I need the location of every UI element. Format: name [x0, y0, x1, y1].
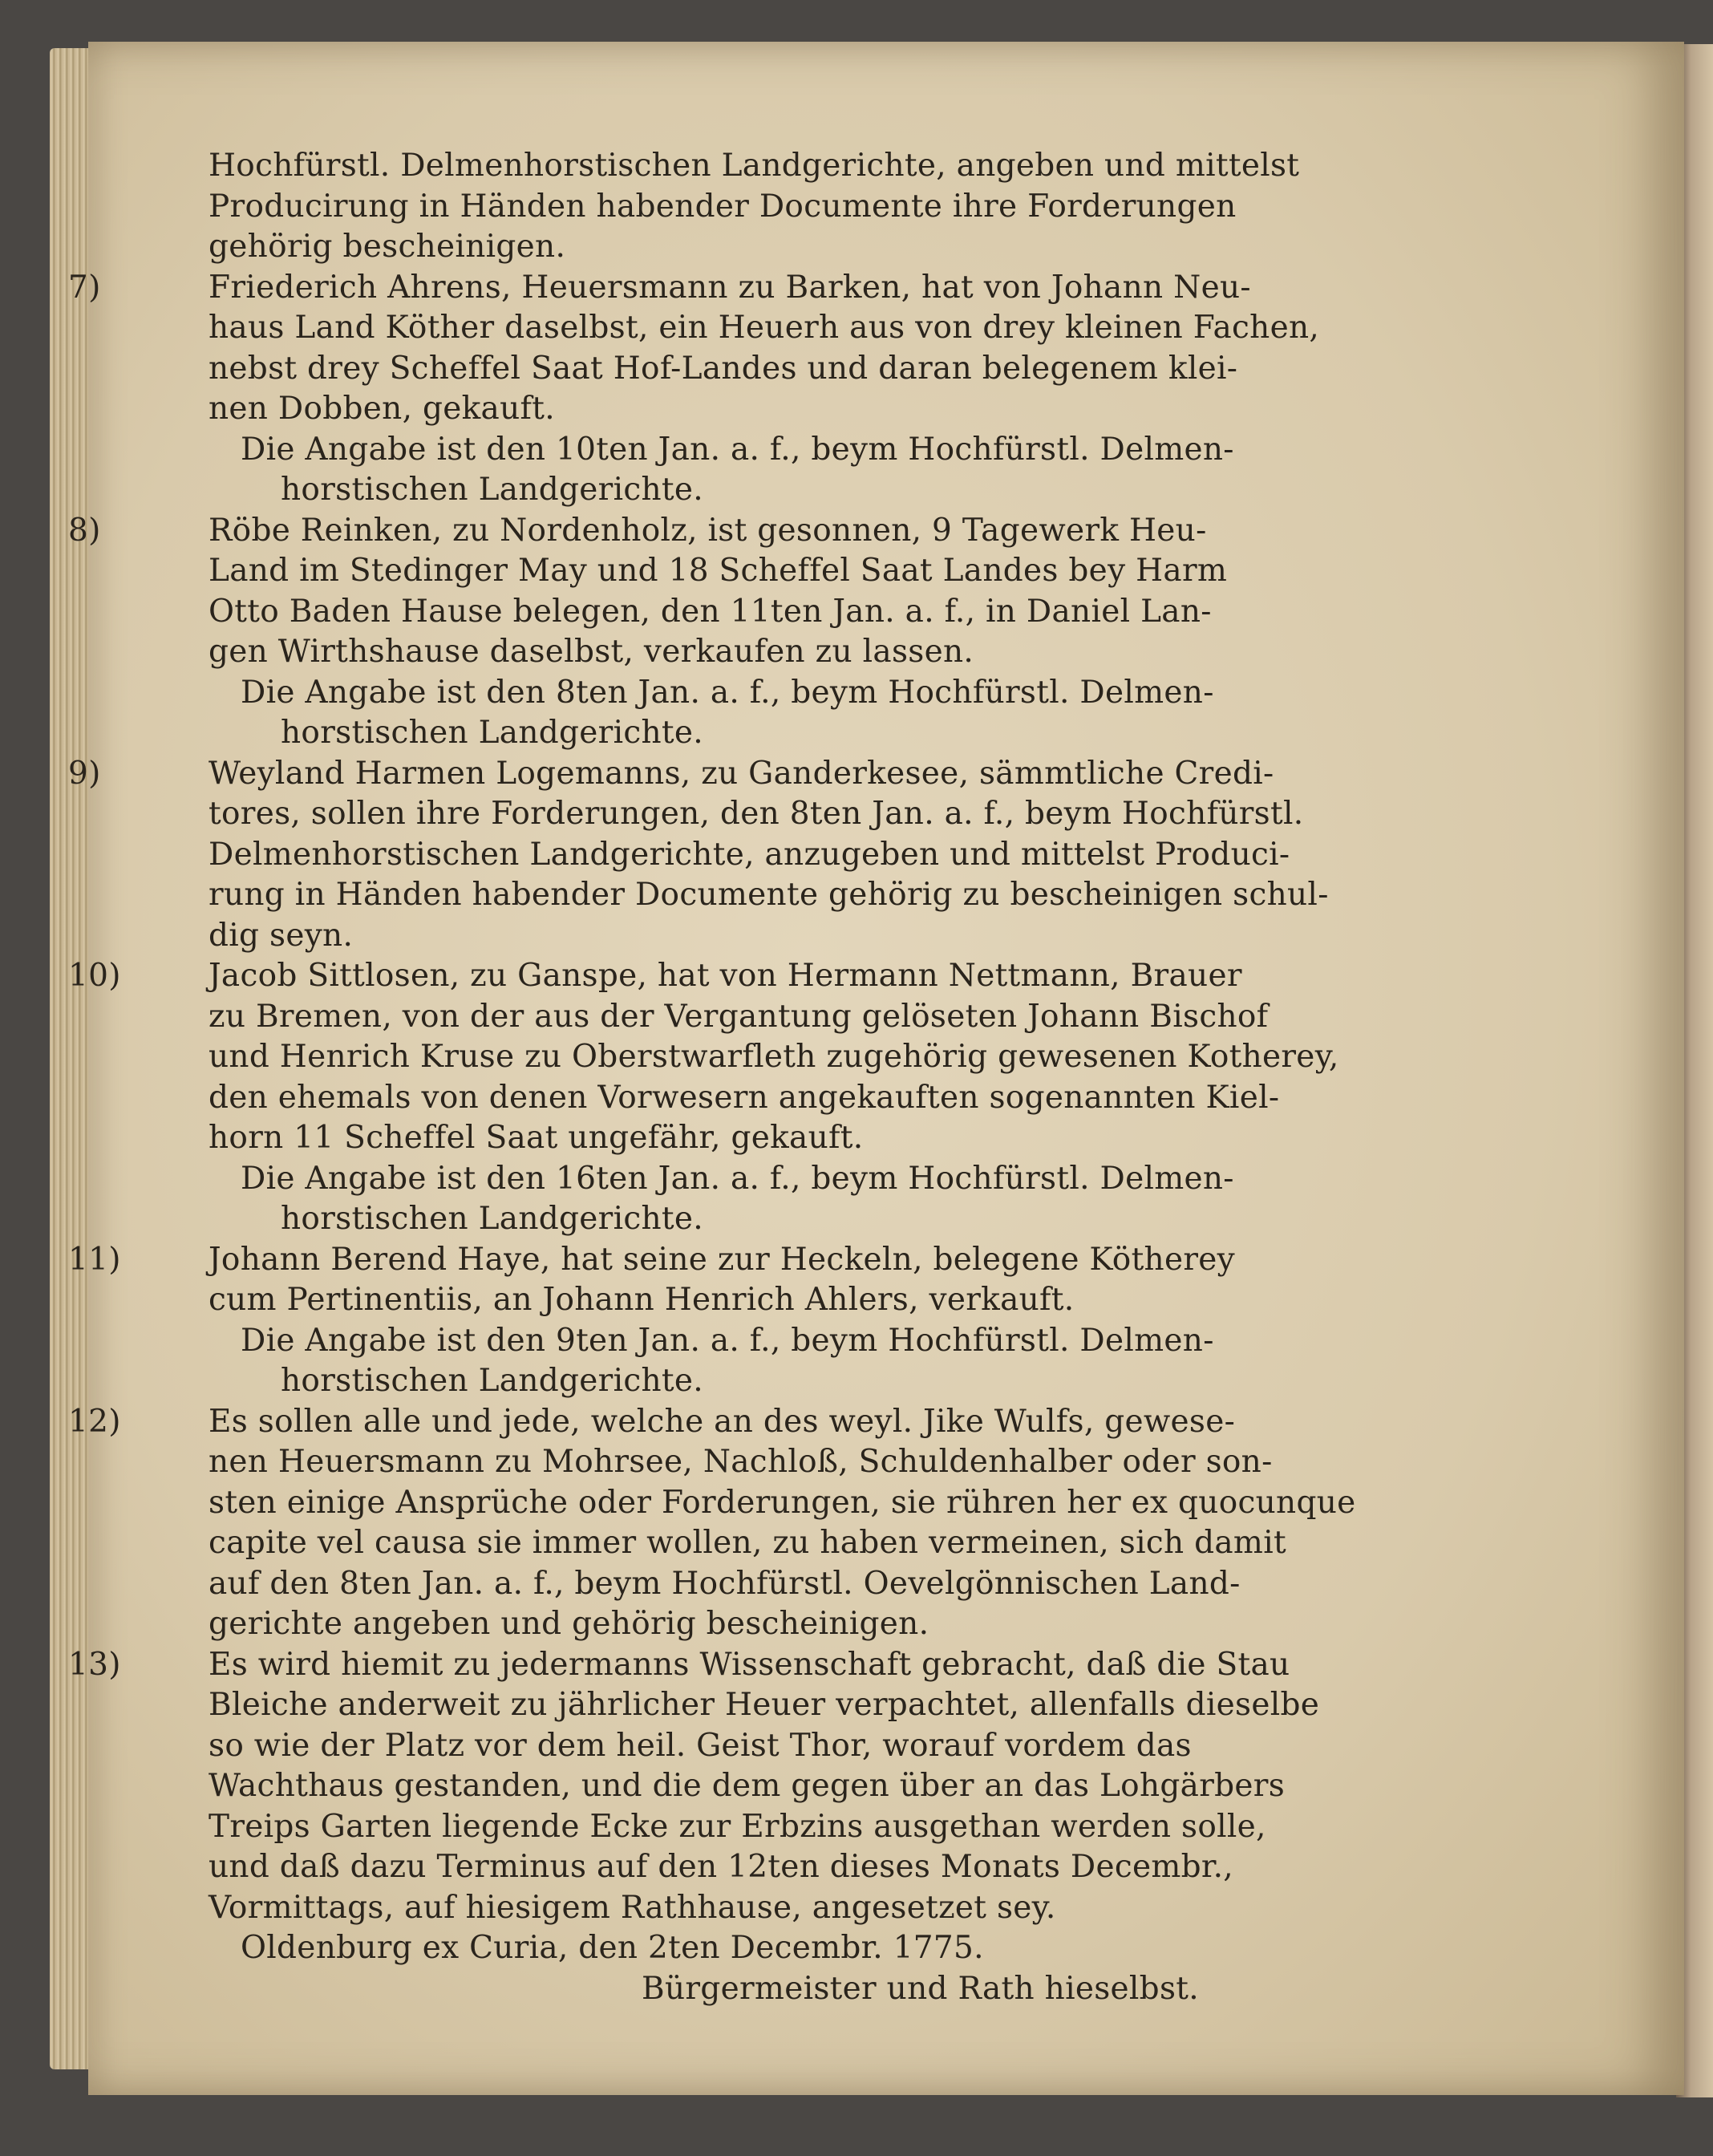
notice-entry	[209, 146, 1572, 268]
text-line: nen Dobben, gekauft.	[209, 391, 555, 427]
text-line: zu Bremen, von der aus der Vergantung gelöseten Johann Bischof	[209, 998, 1269, 1035]
page-text	[68, 146, 1572, 2009]
notice-entry	[68, 1645, 1572, 1929]
notice-line: Die Angabe ist den 8ten Jan. a. f., beym Hochfürstl. Delmen-	[241, 674, 1214, 711]
text-line: Delmenhorstischen Landgerichte, anzugeben und mittelst Produci-	[209, 836, 1290, 873]
text-line: nen Heuersmann zu Mohrsee, Nachloß, Schuldenhalber oder son-	[209, 1444, 1273, 1480]
entry-number: 12)	[68, 1403, 121, 1440]
text-line: und daß dazu Terminus auf den 12ten dieses Monats Decembr.,	[209, 1849, 1233, 1885]
notice-line: horstischen Landgerichte.	[281, 1363, 703, 1399]
text-line: gen Wirthshause daselbst, verkaufen zu lassen.	[209, 634, 974, 670]
text-line: und Henrich Kruse zu Oberstwarfleth zugehörig gewesenen Kotherey,	[209, 1039, 1339, 1075]
text-line: dig seyn.	[209, 917, 354, 954]
entry-number: 13)	[68, 1646, 121, 1683]
text-line: so wie der Platz vor dem heil. Geist Thor, worauf vordem das	[209, 1727, 1192, 1764]
text-line: den ehemals von denen Vorwesern angekauften sogenannten Kiel-	[209, 1079, 1280, 1116]
text-line: cum Pertinentiis, an Johann Henrich Ahlers, verkauft.	[209, 1282, 1075, 1318]
entry-number: 8)	[68, 512, 101, 549]
text-line: Röbe Reinken, zu Nordenholz, ist gesonnen, 9 Tagewerk Heu-	[209, 512, 1207, 549]
entry-number: 7)	[68, 269, 101, 306]
notice-entry	[68, 1402, 1572, 1645]
text-line: haus Land Köther daselbst, ein Heuerh aus von drey kleinen Fachen,	[209, 310, 1320, 346]
notice-line: horstischen Landgerichte.	[281, 1201, 703, 1237]
notice-line: horstischen Landgerichte.	[281, 715, 703, 751]
notice-entry	[68, 1240, 1572, 1402]
notice-line: Die Angabe ist den 10ten Jan. a. f., beym Hochfürstl. Delmen-	[241, 431, 1234, 468]
notice-line: Die Angabe ist den 16ten Jan. a. f., beym Hochfürstl. Delmen-	[241, 1160, 1234, 1197]
signature: Bürgermeister und Rath hieselbst.	[642, 1970, 1199, 2007]
text-line: Wachthaus gestanden, und die dem gegen über an das Lohgärbers	[209, 1768, 1286, 1804]
entry-number: 9)	[68, 755, 101, 792]
notice-entry	[68, 956, 1572, 1240]
text-line: Producirung in Händen habender Documente ihre Forderungen	[209, 188, 1237, 225]
text-line: tores, sollen ihre Forderungen, den 8ten Jan. a. f., beym Hochfürstl.	[209, 796, 1304, 832]
text-line: Weyland Harmen Logemanns, zu Ganderkesee, sämmtliche Credi-	[209, 755, 1274, 792]
notice-entry	[68, 268, 1572, 511]
text-line: Johann Berend Haye, hat seine zur Heckeln, belegene Kötherey	[209, 1241, 1235, 1278]
text-line: auf den 8ten Jan. a. f., beym Hochfürstl. Oevelgönnischen Land-	[209, 1565, 1241, 1602]
text-line: capite vel causa sie immer wollen, zu haben vermeinen, sich damit	[209, 1525, 1286, 1561]
text-line: horn 11 Scheffel Saat ungefähr, gekauft.	[209, 1120, 864, 1156]
place-date: Oldenburg ex Curia, den 2ten Decembr. 1775.	[241, 1930, 984, 1966]
text-line: nebst drey Scheffel Saat Hof-Landes und daran belegenem klei-	[209, 350, 1238, 387]
text-line: Jacob Sittlosen, zu Ganspe, hat von Hermann Nettmann, Brauer	[209, 958, 1242, 994]
entry-number: 10)	[68, 958, 121, 994]
text-line: Bleiche anderweit zu jährlicher Heuer verpachtet, allenfalls dieselbe	[209, 1687, 1320, 1723]
text-line: Hochfürstl. Delmenhorstischen Landgerichte, angeben und mittelst	[209, 148, 1300, 184]
text-line: Land im Stedinger May und 18 Scheffel Saat Landes bey Harm	[209, 553, 1228, 589]
notice-line: horstischen Landgerichte.	[281, 472, 703, 508]
entry-number: 11)	[68, 1241, 121, 1278]
text-line: Vormittags, auf hiesigem Rathhause, angesetzet sey.	[209, 1889, 1056, 1926]
text-line: Treips Garten liegende Ecke zur Erbzins ausgethan werden solle,	[209, 1808, 1266, 1845]
notice-line: Die Angabe ist den 9ten Jan. a. f., beym Hochfürstl. Delmen-	[241, 1322, 1214, 1359]
book-page	[68, 42, 1684, 2095]
text-line: gerichte angeben und gehörig bescheinigen.	[209, 1606, 929, 1642]
text-line: Es sollen alle und jede, welche an des weyl. Jike Wulfs, gewese-	[209, 1403, 1236, 1440]
text-line: Friederich Ahrens, Heuersmann zu Barken, hat von Johann Neu-	[209, 269, 1251, 306]
notice-entry	[68, 754, 1572, 957]
text-line: gehörig bescheinigen.	[209, 229, 566, 265]
text-line: sten einige Ansprüche oder Forderungen, sie rühren her ex quocunque	[209, 1484, 1356, 1521]
notice-entry	[68, 511, 1572, 754]
text-line: Otto Baden Hause belegen, den 11ten Jan. a. f., in Daniel Lan-	[209, 593, 1212, 630]
text-line: rung in Händen habender Documente gehörig zu bescheinigen schul-	[209, 877, 1329, 913]
text-line: Es wird hiemit zu jedermanns Wissenschaft gebracht, daß die Stau	[209, 1646, 1290, 1683]
